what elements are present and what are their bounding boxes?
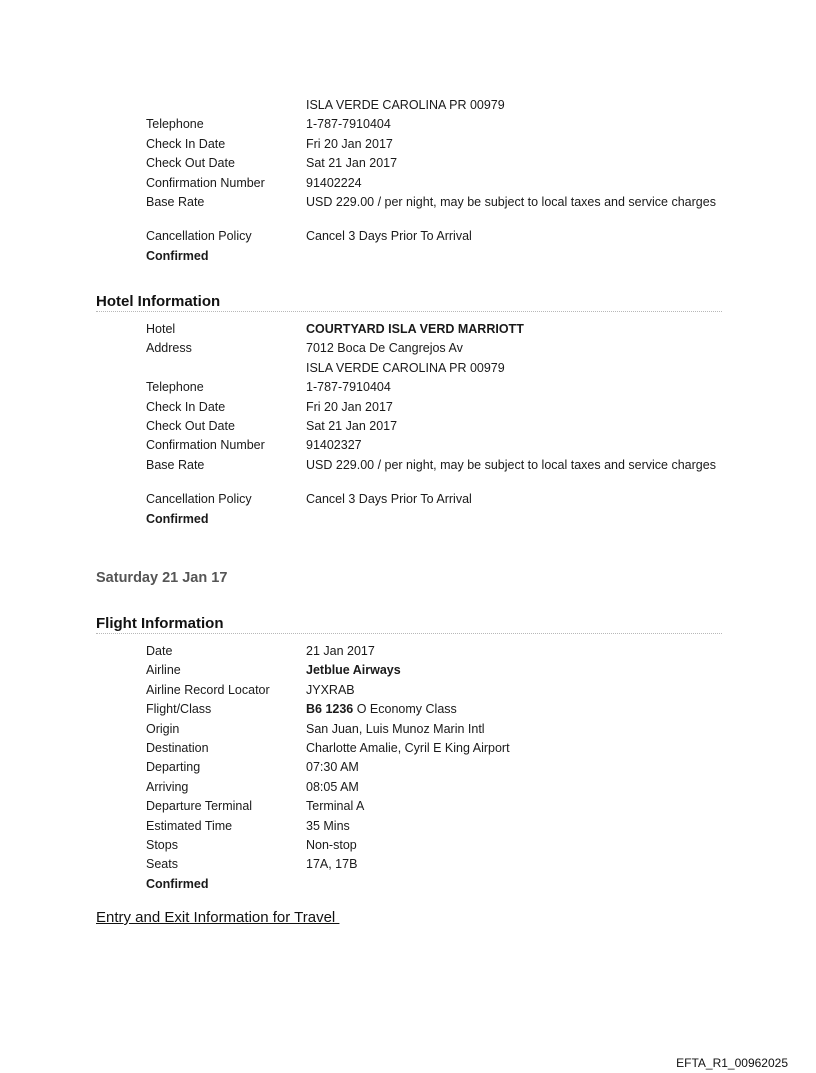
detail-row (146, 778, 716, 797)
detail-row (146, 456, 716, 490)
detail-row (146, 700, 716, 719)
detail-label: Cancellation Policy (146, 229, 252, 244)
detail-row (146, 135, 716, 154)
detail-value: ISLA VERDE CAROLINA PR 00979 (306, 98, 505, 112)
detail-value: 7012 Boca De Cangrejos Av (306, 341, 463, 356)
detail-row (146, 661, 716, 680)
section-title-hotel: Hotel Information (96, 293, 722, 312)
detail-row (146, 836, 716, 855)
detail-row (146, 96, 716, 115)
detail-label: Seats (146, 857, 178, 872)
section-title-flight: Flight Information (96, 615, 722, 634)
detail-row (146, 720, 716, 739)
document-id: EFTA_R1_00962025 (676, 1056, 788, 1070)
detail-value: 35 Mins (306, 818, 350, 833)
detail-value: 91402327 (306, 438, 362, 453)
detail-label: Arriving (146, 779, 189, 794)
detail-value: Non-stop (306, 837, 357, 852)
detail-row (146, 398, 716, 417)
detail-value: Charlotte Amalie, Cyril E King Airport (306, 740, 510, 755)
detail-row (146, 758, 716, 777)
flight-number: B6 1236 (306, 702, 354, 717)
detail-value: Fri 20 Jan 2017 (306, 399, 393, 414)
flight-class-value (306, 700, 716, 719)
detail-value: Fri 20 Jan 2017 (306, 136, 393, 151)
flight-details (146, 642, 716, 894)
detail-row (146, 681, 716, 700)
detail-label: Estimated Time (146, 818, 233, 833)
detail-label (146, 96, 306, 115)
airline-name: Jetblue Airways (306, 663, 401, 678)
detail-label: Cancellation Policy (146, 492, 252, 507)
detail-label: Check Out Date (146, 418, 235, 433)
detail-label: Base Rate (146, 194, 205, 209)
detail-label: Check In Date (146, 399, 226, 414)
detail-row (146, 174, 716, 193)
detail-value: Sat 21 Jan 2017 (306, 418, 398, 433)
entry-exit-info-link[interactable]: Entry and Exit Information for Travel (96, 909, 340, 926)
detail-label: Telephone (146, 380, 204, 395)
status-confirmed: Confirmed (146, 248, 209, 263)
detail-row (146, 339, 716, 358)
detail-label: Check Out Date (146, 156, 235, 171)
detail-value: JYXRAB (306, 682, 355, 697)
detail-label: Departure Terminal (146, 799, 253, 814)
detail-label (146, 359, 306, 378)
detail-row (146, 797, 716, 816)
detail-row (146, 193, 716, 227)
hotel-details-2 (146, 320, 716, 529)
detail-row (146, 115, 716, 134)
detail-row (146, 359, 716, 378)
detail-label: Confirmation Number (146, 438, 265, 453)
detail-row (146, 320, 716, 339)
detail-row (146, 378, 716, 397)
detail-row (146, 642, 716, 661)
detail-value: USD 229.00 / per night, may be subject to local taxes and service charges (306, 194, 716, 209)
detail-value: ISLA VERDE CAROLINA PR 00979 (306, 360, 505, 375)
detail-value: USD 229.00 / per night, may be subject to local taxes and service charges (306, 457, 716, 472)
detail-label: Airline (146, 663, 181, 678)
detail-row (146, 855, 716, 874)
class-text: O Economy Class (353, 702, 457, 717)
detail-row (146, 417, 716, 436)
detail-label: Base Rate (146, 457, 205, 472)
detail-label: Origin (146, 721, 180, 736)
status-confirmed: Confirmed (146, 511, 209, 526)
detail-label: Flight/Class (146, 702, 212, 717)
detail-row (146, 154, 716, 173)
detail-value: Cancel 3 Days Prior To Arrival (306, 229, 472, 244)
detail-row (146, 436, 716, 455)
detail-value: 17A, 17B (306, 857, 358, 872)
detail-value: 91402224 (306, 175, 362, 190)
detail-value: 1-787-7910404 (306, 117, 391, 132)
detail-label: Check In Date (146, 136, 226, 151)
detail-label: Confirmation Number (146, 175, 265, 190)
detail-value: Terminal A (306, 799, 365, 814)
detail-value: Sat 21 Jan 2017 (306, 156, 398, 171)
hotel-details-1 (146, 96, 716, 266)
hotel-name: COURTYARD ISLA VERD MARRIOTT (306, 322, 524, 336)
detail-label: Date (146, 644, 173, 658)
detail-value: 08:05 AM (306, 779, 359, 794)
detail-label: Airline Record Locator (146, 682, 270, 697)
detail-value: 21 Jan 2017 (306, 644, 375, 658)
detail-row (146, 817, 716, 836)
detail-label: Hotel (146, 322, 176, 336)
detail-row (146, 739, 716, 758)
detail-row (146, 227, 716, 246)
detail-label: Destination (146, 740, 209, 755)
detail-label: Address (146, 341, 192, 356)
detail-label: Departing (146, 760, 201, 775)
detail-row (146, 490, 716, 509)
detail-value: San Juan, Luis Munoz Marin Intl (306, 721, 485, 736)
day-heading: Saturday 21 Jan 17 (96, 570, 228, 586)
detail-value: 07:30 AM (306, 760, 359, 775)
status-confirmed: Confirmed (146, 876, 209, 891)
detail-value: Cancel 3 Days Prior To Arrival (306, 492, 472, 507)
detail-label: Telephone (146, 117, 204, 132)
detail-value: 1-787-7910404 (306, 380, 391, 395)
detail-label: Stops (146, 837, 178, 852)
